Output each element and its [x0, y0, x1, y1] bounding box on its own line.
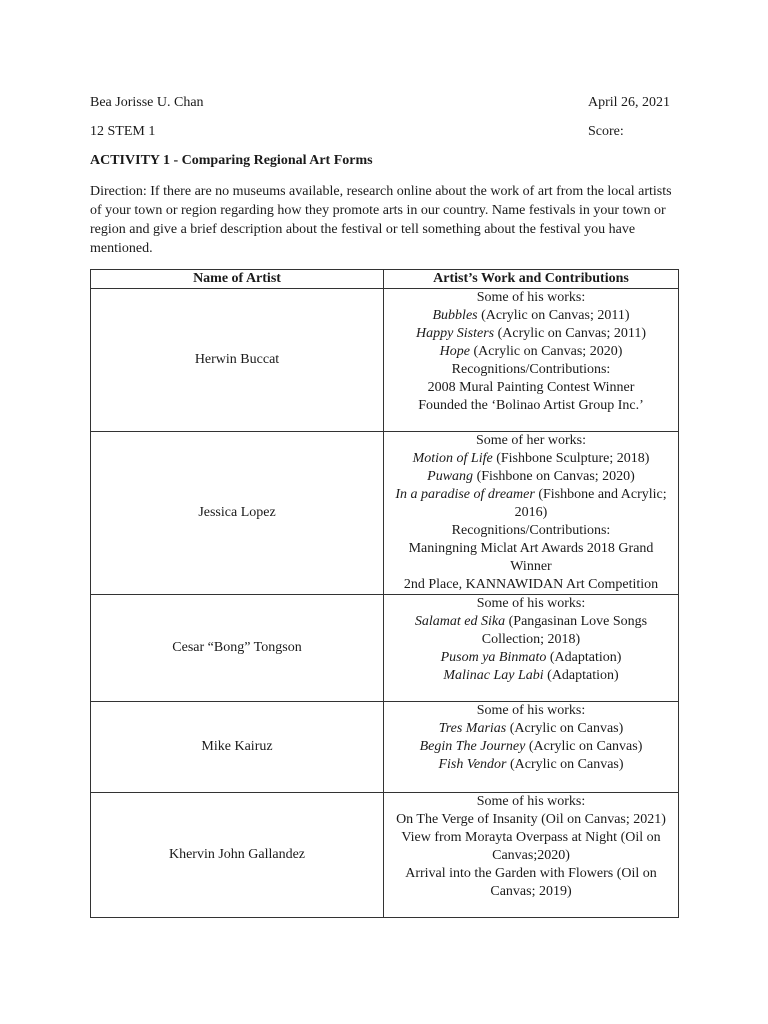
works-cell	[384, 432, 679, 595]
works-line	[390, 667, 672, 685]
works-line: Some of his works:	[476, 703, 586, 718]
artwork-details: (Fishbone on Canvas; 2020)	[473, 469, 635, 484]
artist-table	[90, 269, 679, 918]
table-header-row	[91, 270, 679, 289]
column-header-artist: Name of Artist	[91, 270, 384, 289]
table-row	[91, 793, 679, 918]
artwork-details: (Adaptation)	[543, 668, 619, 683]
artwork-details: (Pangasinan Love Songs Collection; 2018)	[481, 614, 648, 647]
artwork-details: (Fishbone and Acrylic; 2016)	[514, 487, 667, 520]
artwork-details: (Fishbone Sculpture; 2018)	[492, 451, 650, 466]
header-row-1	[90, 94, 676, 112]
artwork-title: Puwang	[427, 469, 474, 484]
artist-name-cell: Cesar “Bong” Tongson	[91, 595, 384, 702]
works-line	[390, 613, 672, 649]
works-line	[390, 720, 672, 738]
works-line: Some of his works:	[476, 290, 586, 305]
artist-name-cell: Khervin John Gallandez	[91, 793, 384, 918]
student-section: 12 STEM 1	[90, 124, 156, 139]
table-row	[91, 702, 679, 793]
header-row-2	[90, 123, 676, 141]
artwork-details: (Acrylic on Canvas; 2020)	[469, 344, 623, 359]
table-row	[91, 432, 679, 595]
artwork-details: (Acrylic on Canvas)	[506, 721, 624, 736]
works-cell	[384, 702, 679, 793]
artwork-title: Pusom ya Binmato	[440, 650, 547, 665]
works-line: Some of his works:	[476, 596, 586, 611]
works-line: Some of his works:	[476, 794, 586, 809]
works-line: View from Morayta Overpass at Night (Oil on Canvas;2020)	[401, 830, 661, 863]
works-line: Some of her works:	[475, 433, 587, 448]
works-line: Founded the ‘Bolinao Artist Group Inc.’	[418, 398, 644, 413]
artwork-title: In a paradise of dreamer	[395, 487, 535, 502]
artwork-details: (Acrylic on Canvas)	[506, 757, 624, 772]
works-line: Recognitions/Contributions:	[451, 362, 611, 377]
artwork-title: Fish Vendor	[438, 757, 507, 772]
artwork-title: Hope	[439, 344, 470, 359]
works-line: 2008 Mural Painting Contest Winner	[427, 380, 635, 395]
works-line: On The Verge of Insanity (Oil on Canvas; 2021)	[396, 812, 666, 827]
activity-title: ACTIVITY 1 - Comparing Regional Art Forms	[90, 153, 373, 168]
artist-name-cell: Mike Kairuz	[91, 702, 384, 793]
works-line	[390, 649, 672, 667]
works-line	[390, 486, 672, 522]
works-line	[390, 343, 672, 361]
direction-paragraph: Direction: If there are no museums available, research online about the work of art from the local artists of your town or region regarding how they promote arts in our country. Name festivals in your town or region and give a brief description about the festival or tell something about the festival you have mentioned.	[90, 184, 672, 256]
artwork-title: Motion of Life	[412, 451, 493, 466]
artwork-title: Tres Marias	[438, 721, 507, 736]
works-cell	[384, 595, 679, 702]
artwork-title: Bubbles	[432, 308, 478, 323]
table-row	[91, 595, 679, 702]
works-line: Recognitions/Contributions:	[451, 523, 611, 538]
works-line	[390, 450, 672, 468]
works-line	[390, 325, 672, 343]
artist-name-cell: Herwin Buccat	[91, 289, 384, 432]
table-body	[91, 289, 679, 918]
works-line	[390, 738, 672, 756]
works-line: 2nd Place, KANNAWIDAN Art Competition	[403, 577, 659, 592]
works-line	[390, 468, 672, 486]
artwork-details: (Acrylic on Canvas; 2011)	[494, 326, 647, 341]
document-date: April 26, 2021	[588, 95, 671, 110]
artwork-details: (Adaptation)	[546, 650, 622, 665]
student-name: Bea Jorisse U. Chan	[90, 95, 204, 110]
works-line: Arrival into the Garden with Flowers (Oil on Canvas; 2019)	[405, 866, 657, 899]
works-line	[390, 307, 672, 325]
artwork-details: (Acrylic on Canvas)	[525, 739, 643, 754]
score-label: Score:	[588, 124, 624, 139]
artwork-title: Malinac Lay Labi	[443, 668, 544, 683]
artist-name-cell: Jessica Lopez	[91, 432, 384, 595]
table-row	[91, 289, 679, 432]
works-cell	[384, 793, 679, 918]
artwork-title: Salamat ed Sika	[414, 614, 506, 629]
works-line	[390, 756, 672, 774]
column-header-works: Artist’s Work and Contributions	[384, 270, 679, 289]
works-cell	[384, 289, 679, 432]
artwork-details: (Acrylic on Canvas; 2011)	[477, 308, 630, 323]
artwork-title: Happy Sisters	[415, 326, 495, 341]
works-line: Maningning Miclat Art Awards 2018 Grand Winner	[408, 541, 654, 574]
artwork-title: Begin The Journey	[419, 739, 526, 754]
